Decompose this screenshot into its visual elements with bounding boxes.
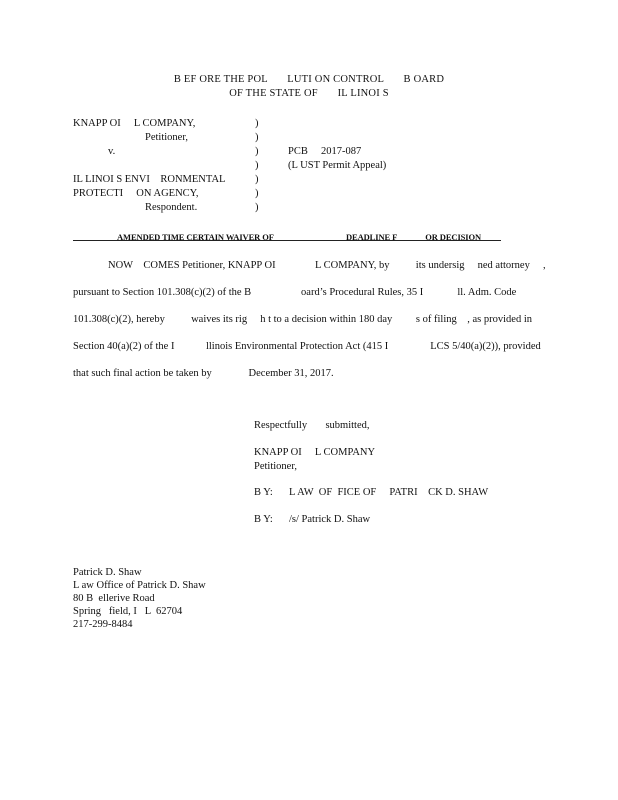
caption-paren: ) bbox=[255, 132, 259, 143]
contact-line: Spring field, I L 62704 bbox=[73, 606, 183, 617]
body-line: NOW COMES Petitioner, KNAPP OI L COMPANY, by its undersig ned attorney , bbox=[108, 260, 546, 271]
petitioner-role: Petitioner, bbox=[145, 132, 189, 143]
board-name-line: B EF ORE THE POL LUTI ON CONTROL B OARD bbox=[173, 74, 445, 85]
board-state-line: OF THE STATE OF IL LINOI S bbox=[229, 88, 389, 99]
title-underline bbox=[73, 240, 501, 241]
caption-paren: ) bbox=[255, 174, 259, 185]
electronic-signature: /s/ Patrick D. Shaw bbox=[289, 514, 371, 525]
contact-line: 80 B ellerive Road bbox=[73, 593, 155, 604]
respondent-name-line2: PROTECTI ON AGENCY, bbox=[73, 188, 199, 199]
body-line: Section 40(a)(2) of the I llinois Environmental Protection Act (415 I LCS 5/40(a)(2)), provided bbox=[73, 341, 541, 352]
body-line: pursuant to Section 101.308(c)(2) of the B oard’s Procedural Rules, 35 I ll. Adm. Code bbox=[73, 287, 517, 298]
case-type: (L UST Permit Appeal) bbox=[288, 160, 387, 171]
by-label: B Y: bbox=[254, 487, 273, 498]
contact-line: Patrick D. Shaw bbox=[73, 567, 142, 578]
petitioner-name: KNAPP OI L COMPANY, bbox=[73, 118, 196, 129]
caption-paren: ) bbox=[255, 160, 259, 171]
firm-name: L AW OF FICE OF PATRI CK D. SHAW bbox=[289, 487, 489, 498]
document-title-left: AMENDED TIME CERTAIN WAIVER OF bbox=[117, 232, 274, 242]
closing-text: Respectfully submitted, bbox=[254, 420, 370, 431]
versus-text: v. bbox=[108, 146, 116, 157]
contact-line: L aw Office of Patrick D. Shaw bbox=[73, 580, 206, 591]
by-label: B Y: bbox=[254, 514, 273, 525]
respondent-role: Respondent. bbox=[145, 202, 198, 213]
contact-line: 217-299-8484 bbox=[73, 619, 133, 630]
caption-paren: ) bbox=[255, 202, 259, 213]
signature-company: KNAPP OI L COMPANY bbox=[254, 447, 376, 458]
body-line: that such final action be taken by December 31, 2017. bbox=[73, 368, 334, 379]
caption-paren: ) bbox=[255, 146, 259, 157]
respondent-name-line1: IL LINOI S ENVI RONMENTAL bbox=[73, 174, 226, 185]
signature-role: Petitioner, bbox=[254, 461, 298, 472]
document-title-right: DEADLINE F OR DECISION bbox=[346, 232, 482, 242]
caption-paren: ) bbox=[255, 188, 259, 199]
body-line: 101.308(c)(2), hereby waives its rig h t to a decision within 180 day s of filing , as provided in bbox=[73, 314, 533, 325]
caption-paren: ) bbox=[255, 118, 259, 129]
case-number: PCB 2017-087 bbox=[288, 146, 362, 157]
